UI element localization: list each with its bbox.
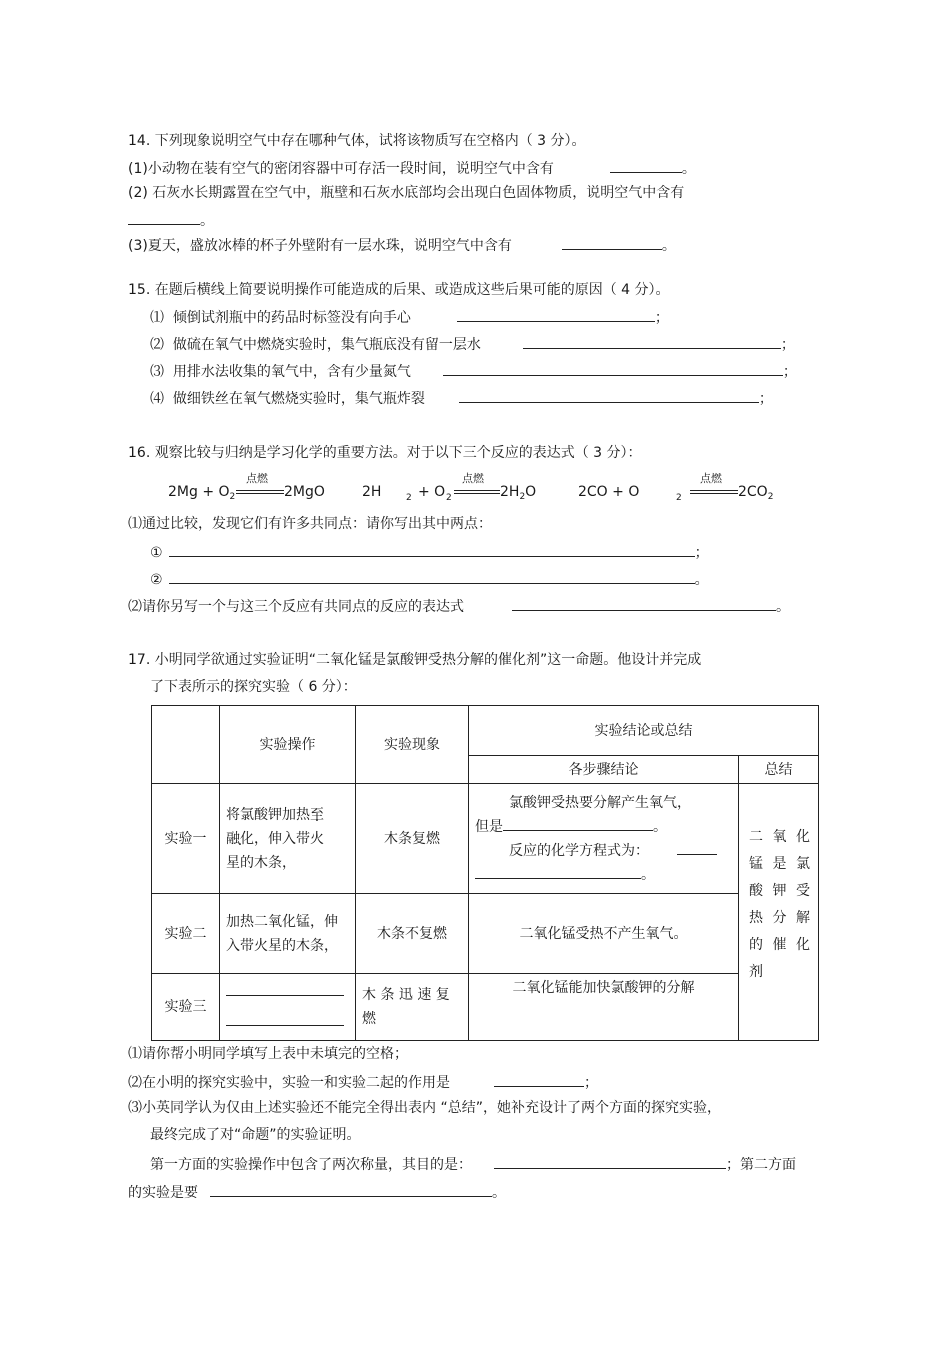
q15-item-3 [150,361,797,381]
q16-eq1-left-text: 2Mg + O [168,484,230,500]
q16-point-1-end: ； [694,545,709,561]
q14-part3-text: (3)夏天，盛放冰棒的杯子外壁附有一层水珠，说明空气中含有 [128,238,512,254]
q16-eq1-condition: 点燃 [246,472,268,485]
header-operation: 实验操作 [220,706,356,784]
summary-char: 化 [796,829,810,845]
q16-point-2-end: 。 [694,572,709,588]
q16-title: 16. 观察比较与归纳是学习化学的重要方法。对于以下三个反应的表达式（ 3 分）： [128,445,642,461]
row1-concl-but: 但是 [475,818,503,835]
q16-part2-end: 。 [776,599,790,615]
experiment-table [151,705,819,1041]
q16-point-1 [150,542,709,562]
header-phenomenon: 实验现象 [356,706,469,784]
q15-blank-1[interactable] [457,307,655,322]
q16-eq2-right [500,483,536,506]
q16-eq2-sub2: 2 [446,493,452,503]
row1-op-a: 将氯酸钾加热 [226,806,310,823]
q16-eq3-sub2: 2 [767,492,774,502]
row1-conclusion [469,784,739,894]
summary-char: 分 [772,910,787,926]
row1-op-d: ，伸入带火 [254,830,324,847]
q15-item-1-num: ⑴ [150,310,164,326]
q15-item-4-num: ⑷ [150,391,164,407]
q16-point-2-num: ② [150,572,163,588]
q14-part2-end: 。 [200,213,214,229]
q15-blank-3[interactable] [443,361,783,376]
q15-item-4-end: ； [758,391,773,407]
q15-item-1 [150,307,669,327]
q16-blank-2[interactable] [169,569,695,584]
q16-eq2-arrow [454,490,500,494]
q16-blank-1[interactable] [169,542,695,557]
q15-item-3-text: 用排水法收集的氧气中，含有少量氮气 [172,364,411,380]
q16-part2-text: ⑵请你另写一个与这三个反应有共同点的反应的表达式 [128,599,464,615]
summary-char: 二 [749,829,763,845]
q16-eq3-arrow [690,490,738,494]
row1-blank-eq-b[interactable] [475,864,641,879]
q15-item-2-num: ⑵ [150,337,164,353]
row1-concl-line2-end: 。 [653,818,667,835]
q16-part2 [128,596,790,616]
summary-char: 热 [749,910,763,926]
summary-char: 氧 [772,829,787,845]
q17-part2 [128,1072,598,1092]
q14-part3 [128,235,676,255]
row1-concl-line3 [475,839,732,863]
q14-part2-line [128,210,214,230]
q16-part1-text: ⑴通过比较，发现它们有许多共同点：请你写出其中两点： [128,516,492,532]
summary-char: 氯 [796,856,810,872]
summary-text [749,826,810,984]
header-step-conclusion: 各步骤结论 [469,756,739,784]
q15-item-4-text: 做细铁丝在氧气燃烧实验时，集气瓶炸裂 [172,391,425,407]
q14-part3-end: 。 [661,238,676,254]
q17-part3-text-2: 最终完成了对“命题”的实验证明。 [150,1127,361,1143]
q14-part1-end: 。 [681,161,696,177]
q14-blank-3[interactable] [562,235,662,250]
row1-blank-eq-a[interactable] [677,840,717,855]
summary-char: 催 [772,937,787,953]
summary-cell [739,784,819,1041]
q16-eq2-sub3: 2 [519,492,526,502]
q16-eq2-mid: + O [418,484,446,500]
summary-char: 的 [749,937,763,953]
row1-phenomenon: 木条复燃 [356,784,469,894]
row1-blank-reason[interactable] [503,816,653,831]
q16-eq1-sub: 2 [229,492,236,502]
q16-point-2 [150,569,709,589]
summary-char: 酸 [749,883,763,899]
row3-phenomenon: 木 条 迅 速 复 燃 [356,974,469,1041]
row2-name: 实验二 [152,894,220,974]
q17-blank-2[interactable] [494,1154,726,1169]
q16-eq3-condition: 点燃 [700,472,722,485]
q17-part1-text: ⑴请你帮小明同学填写上表中未填完的空格； [128,1046,408,1062]
q16-eq2-sub1: 2 [406,493,412,503]
summary-char: 化 [796,937,810,953]
q17-part3-text: ⑶小英同学认为仅由上述实验还不能完全得出表内 “总结”，她补充设计了两个方面的探究实验， [128,1100,721,1116]
q15-item-2-end: ； [780,337,795,353]
row1-op-e: 星的木条， [226,854,296,871]
header-conclusion: 实验结论或总结 [469,706,819,756]
q17-title: 17. 小明同学欲通过实验证明“二氧化锰是氯酸钾受热分解的催化剂”这一命题。他设计并完成 [128,652,702,668]
q15-item-3-num: ⑶ [150,364,164,380]
q17-part2-end: ； [584,1075,598,1091]
table-corner [152,706,220,784]
q14-part1-text: (1)小动物在装有空气的密闭容器中可存活一段时间，说明空气中含有 [128,161,554,177]
row3-name: 实验三 [152,974,220,1041]
q14-part1 [128,158,696,178]
q17-part4 [150,1154,796,1174]
row3-operation [220,974,356,1041]
q17-part4-text: 第一方面的实验操作中包含了两次称量，其目的是： [150,1157,472,1173]
q16-eq3-sub: 2 [676,493,682,503]
row3-blank-op-2[interactable] [226,1011,344,1026]
q17-part4-mid: ；第二方面 [726,1157,796,1173]
q14-title: 14. 下列现象说明空气中存在哪种气体，试将该物质写在空格内（ 3 分）。 [128,133,586,149]
q14-blank-1[interactable] [610,158,682,173]
q15-item-1-text: 倾倒试剂瓶中的药品时标签没有向手心 [172,310,411,326]
row1-operation [220,784,356,894]
q16-eq2-right-text: 2H [500,484,520,500]
q16-eq1-arrow [236,490,284,494]
q14-part2-text: (2) 石灰水长期露置在空气中，瓶壁和石灰水底部均会出现白色固体物质，说明空气中含有 [128,185,685,201]
q17-title-2: 了下表所示的探究实验（ 6 分）： [150,679,357,695]
row2-phenomenon: 木条不复燃 [356,894,469,974]
q15-item-1-end: ； [654,310,669,326]
q16-eq3-right [738,483,773,506]
summary-char: 解 [796,910,810,926]
q16-eq1-left [168,483,235,506]
q15-blank-4[interactable] [459,388,759,403]
q14-blank-2[interactable] [128,210,200,225]
q16-eq1-right: 2MgO [284,484,325,500]
q17-part2-text: ⑵在小明的探究实验中，实验一和实验二起的作用是 [128,1075,450,1091]
row1-op-b: 至 [310,806,324,823]
summary-char: 是 [772,856,787,872]
q15-item-2-text: 做硫在氧气中燃烧实验时，集气瓶底没有留一层水 [172,337,481,353]
row2-conclusion: 二氧化锰受热不产生氧气。 [469,894,739,974]
q16-eq2-condition: 点燃 [462,472,484,485]
q16-eq3-right-text: 2CO [738,484,768,500]
q17-part5-end: 。 [492,1185,506,1201]
summary-char: 锰 [749,856,763,872]
q15-title: 15. 在题后横线上简要说明操作可能造成的后果、或造成这些后果可能的原因（ 4 分）。 [128,282,670,298]
q15-item-4 [150,388,773,408]
q15-item-3-end: ； [782,364,797,380]
row1-concl-eq-label: 反应的化学方程式为： [509,842,649,859]
header-summary: 总结 [739,756,819,784]
q16-eq3-left: 2CO + O [578,484,640,500]
q17-part5-text: 的实验是要 [128,1185,198,1201]
row3-conclusion: 二氧化锰能加快氯酸钾的分解 [469,974,739,1041]
q17-blank-3[interactable] [210,1182,492,1197]
row1-concl-line1: 氯酸钾受热要分解产生氧气， [509,794,691,811]
row1-concl-line4-end: 。 [641,866,655,883]
q16-eq2-left: 2H [362,484,382,500]
row1-name: 实验一 [152,784,220,894]
q17-part5 [128,1182,506,1202]
row2-operation: 加热二氧化锰，伸入带火星的木条， [220,894,356,974]
row1-op-c: 融化 [226,830,254,847]
summary-char: 剂 [749,964,763,980]
q16-blank-3[interactable] [512,596,776,611]
q17-blank-1[interactable] [494,1072,584,1087]
summary-char: 钾 [772,883,787,899]
q15-blank-2[interactable] [523,334,781,349]
row1-concl-line4 [475,863,732,887]
q16-point-1-num: ① [150,545,163,561]
q16-eq2-right2: O [525,484,537,500]
summary-char: 受 [796,883,810,899]
row1-concl-line2 [475,815,732,839]
q15-item-2 [150,334,795,354]
row3-blank-op-1[interactable] [226,981,344,996]
